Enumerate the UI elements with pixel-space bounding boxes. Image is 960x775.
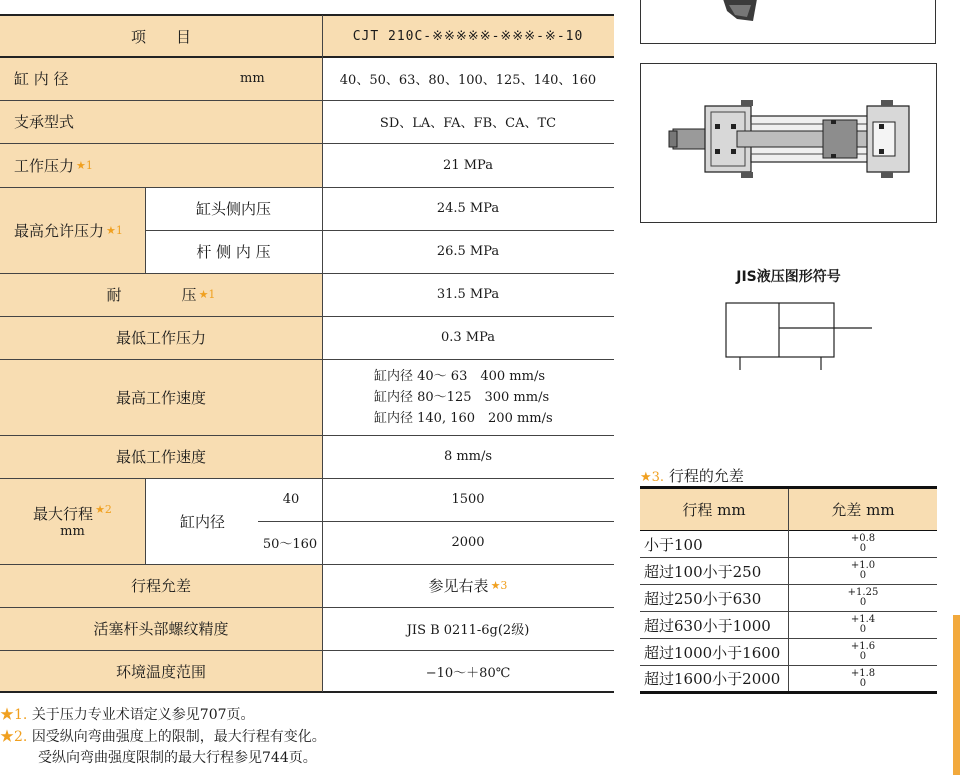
bore-value: 40、50、63、80、100、125、140、160 — [339, 73, 597, 88]
cylinder-section-icon — [641, 64, 936, 222]
mount-value: SD、LA、FA、FB、CA、TC — [379, 116, 557, 131]
max-pressure-label: 最高允许压力 ★1 — [14, 221, 123, 240]
tol-value: +1.4 0 — [850, 614, 876, 635]
max-speed-line: 缸内径 80～125 300 mm/s — [374, 389, 550, 405]
header-item: 项 目 — [130, 27, 191, 46]
cylinder-photo-frame — [640, 0, 936, 44]
max-speed-line: 缸内径 40～ 63 400 mm/s — [374, 368, 545, 384]
tolerance-table — [640, 486, 937, 694]
work-pressure-value: 21 MPa — [443, 157, 493, 173]
tol-head-tol: 允差 mm — [789, 489, 937, 530]
proof-value: 31.5 MPa — [436, 287, 500, 302]
max-speed-line: 缸内径 140, 160 200 mm/s — [374, 410, 553, 426]
thread-value: JIS B 0211-6g(2级) — [406, 623, 530, 638]
tol-value: +0.8 0 — [850, 533, 876, 554]
max-stroke-label: 最大行程 $^{★2}$ mm — [33, 503, 112, 539]
temp-label: 环境温度范围 — [115, 662, 206, 681]
head-pressure-value: 24.5 MPa — [436, 201, 500, 216]
footnote-1: ★1. 关于压力专业术语定义参见707页。 — [0, 707, 255, 723]
footnote-2: ★2. 因受纵向弯曲强度上的限制，最大行程有变化。 — [0, 729, 326, 745]
footnote-2-cont: 受纵向弯曲强度限制的最大行程参见744页。 — [38, 750, 317, 766]
cylinder-section-frame — [640, 63, 937, 223]
head-pressure-label: 缸头侧内压 — [195, 200, 271, 218]
thread-label: 活塞杆头部螺纹精度 — [93, 620, 229, 638]
tol-value: +1.25 0 — [847, 587, 879, 608]
cylinder-photo-icon — [641, 0, 936, 44]
header-model: CJT 210C-※※※※※-※※※-※-10 — [352, 28, 584, 44]
rod-pressure-value: 26.5 MPa — [436, 244, 500, 259]
tol-value: +1.8 0 — [850, 667, 876, 689]
tol-value: +1.6 0 — [850, 641, 876, 662]
jis-symbol-title: JIS液压图形符号 — [736, 269, 841, 285]
max-stroke-value-1: 1500 — [451, 492, 485, 507]
rod-pressure-label: 杆 侧 内 压 — [196, 243, 271, 261]
max-speed-values — [322, 359, 614, 435]
tol-head-stroke: 行程 mm — [640, 489, 788, 530]
min-speed-label: 最低工作速度 — [115, 448, 206, 466]
max-stroke-bore-2: 50～160 — [262, 537, 318, 552]
page-edge-tab — [953, 615, 960, 775]
stroke-tol-label: 行程允差 — [130, 577, 191, 595]
mount-label: 支承型式 — [14, 113, 75, 131]
min-pressure-value: 0.3 MPa — [440, 330, 496, 345]
min-speed-value: 8 mm/s — [443, 449, 493, 464]
bore-label: 缸 内 径 — [14, 70, 69, 88]
max-stroke-bore-label: 缸内径 — [179, 512, 225, 531]
hydraulic-cylinder-symbol-icon — [720, 300, 880, 372]
max-stroke-bore-1: 40 — [282, 492, 300, 507]
temp-value: −10～＋80℃ — [425, 665, 511, 681]
section-heading-fragment — [0, 0, 80, 4]
tol-row: 超过1600小于2000 — [644, 670, 781, 688]
work-pressure-label: 工作压力 ★1 — [14, 156, 93, 175]
tol-row: 超过1000小于1600 — [644, 643, 781, 662]
tol-row: 超过250小于630 — [644, 589, 762, 608]
proof-label: 耐 压 ★1 — [106, 286, 216, 304]
bore-unit: mm — [240, 71, 265, 86]
tol-row: 超过630小于1000 — [644, 616, 771, 635]
max-speed-label: 最高工作速度 — [115, 388, 206, 407]
tol-row: 小于100 — [644, 535, 703, 554]
jis-symbol — [720, 300, 880, 372]
tol-row: 超过100小于250 — [644, 562, 762, 581]
stroke-tol-value: 参见右表 ★3 — [428, 577, 508, 595]
tolerance-table-title: ★3. 行程的允差 — [640, 467, 744, 485]
tol-value: +1.0 0 — [850, 560, 876, 581]
min-pressure-label: 最低工作压力 — [115, 329, 206, 347]
max-stroke-value-2: 2000 — [451, 535, 485, 550]
